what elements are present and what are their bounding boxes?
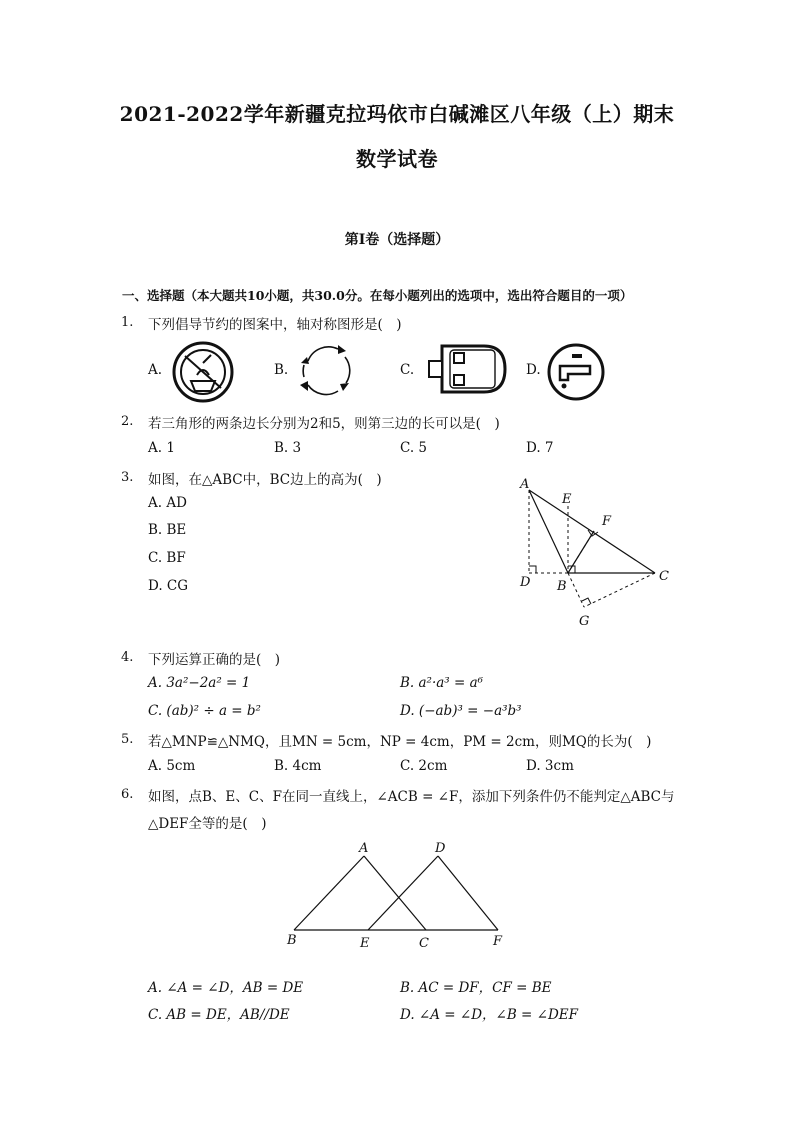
point-label-b: B xyxy=(287,933,297,948)
option-a: A. ∠A = ∠D，AB = DE xyxy=(148,980,304,996)
point-label-g: G xyxy=(579,614,590,629)
section-heading: 一、选择题（本大题共10小题，共30.0分。在每小题列出的选项中，选出符合题目的一项） xyxy=(122,288,633,303)
option-c: C. 2cm xyxy=(400,758,448,774)
point-label-d: D xyxy=(520,575,531,590)
point-label-a: A xyxy=(359,841,369,856)
triangle-altitude-figure xyxy=(510,470,680,630)
question-stem: 若三角形的两条边长分别为2和5，则第三边的长可以是( ) xyxy=(148,416,500,432)
question-number: 6. xyxy=(121,787,134,802)
option-d: D. 3cm xyxy=(526,758,574,774)
point-label-e: E xyxy=(360,936,370,951)
question-stem: 下列运算正确的是( ) xyxy=(148,652,281,668)
option-label: D. xyxy=(526,362,541,378)
point-label-d: D xyxy=(435,841,446,856)
option-c: C. AB = DE，AB//DE xyxy=(148,1007,290,1023)
option-b: B. BE xyxy=(148,522,187,538)
question-number: 5. xyxy=(121,732,134,747)
point-label-c: C xyxy=(419,936,429,951)
point-label-e: E xyxy=(562,492,572,507)
congruent-triangles-figure xyxy=(280,836,510,952)
question-stem: 若△MNP≌△NMQ，且MN = 5cm，NP = 4cm，PM = 2cm，则MQ的长为( ) xyxy=(148,734,652,750)
volume-heading: 第I卷（选择题） xyxy=(344,232,450,248)
option-d: D. CG xyxy=(148,578,189,594)
option-label: A. xyxy=(148,362,163,378)
point-label-a: A xyxy=(520,477,530,492)
question-number: 1. xyxy=(121,315,134,330)
power-socket-icon xyxy=(426,343,508,395)
option-a: A. 5cm xyxy=(148,758,196,774)
option-b: B. 4cm xyxy=(274,758,322,774)
recycle-arrows-icon xyxy=(294,339,358,403)
question-stem: 如图，在△ABC中，BC边上的高为( ) xyxy=(148,472,382,488)
option-a: A. 3a²−2a² = 1 xyxy=(148,675,251,691)
option-a: A. AD xyxy=(148,495,187,511)
point-label-f: F xyxy=(602,514,612,529)
question-number: 2. xyxy=(121,414,134,429)
option-a: A. 1 xyxy=(148,440,175,456)
point-label-c: C xyxy=(659,569,669,584)
option-d: D. 7 xyxy=(526,440,554,456)
option-c: C. BF xyxy=(148,550,186,566)
option-label: C. xyxy=(400,362,415,378)
option-d: D. ∠A = ∠D，∠B = ∠DEF xyxy=(400,1007,578,1023)
option-b: B. 3 xyxy=(274,440,302,456)
point-label-f: F xyxy=(493,934,503,949)
no-littering-icon xyxy=(171,341,235,403)
exam-title-line1: 2021-2022学年新疆克拉玛依市白碱滩区八年级（上）期末 xyxy=(119,102,675,126)
question-number: 3. xyxy=(121,470,134,485)
option-c: C. (ab)² ÷ a = b² xyxy=(148,703,261,719)
option-b: B. AC = DF，CF = BE xyxy=(400,980,552,996)
question-stem: 如图，点B、E、C、F在同一直线上，∠ACB = ∠F，添加下列条件仍不能判定△ABC与 xyxy=(148,789,675,805)
water-tap-icon xyxy=(546,342,606,402)
option-b: B. a²·a³ = a⁶ xyxy=(400,675,484,691)
option-d: D. (−ab)³ = −a³b³ xyxy=(400,703,522,719)
exam-title-line2: 数学试卷 xyxy=(356,147,438,171)
question-stem-continued: △DEF全等的是( ) xyxy=(148,816,267,832)
option-c: C. 5 xyxy=(400,440,428,456)
option-label: B. xyxy=(274,362,289,378)
question-number: 4. xyxy=(121,650,134,665)
question-stem: 下列倡导节约的图案中，轴对称图形是( ) xyxy=(148,317,402,333)
point-label-b: B xyxy=(557,579,567,594)
